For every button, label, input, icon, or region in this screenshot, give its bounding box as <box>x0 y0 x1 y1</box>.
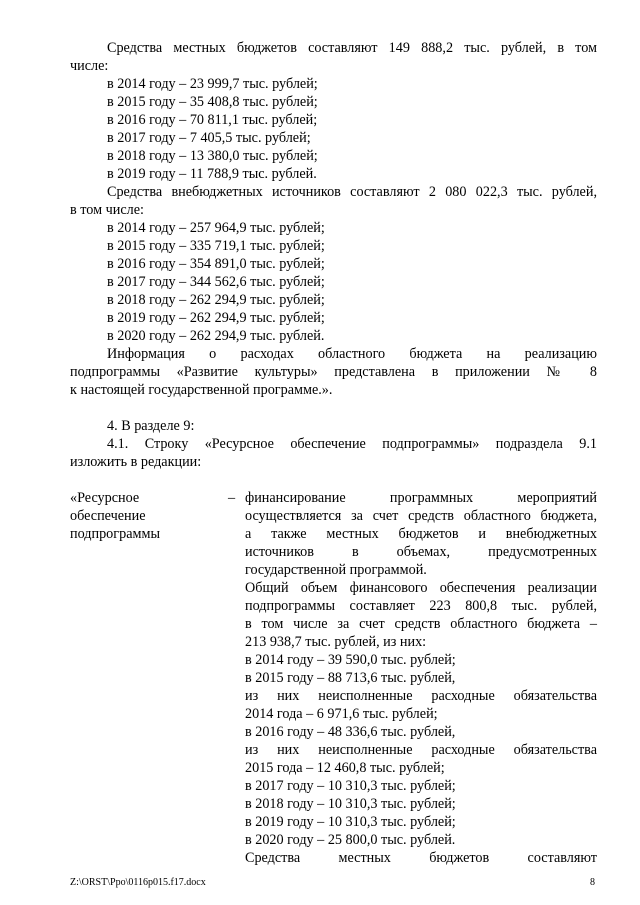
content-line: подпрограммы составляет 223 800,8 тыс. рублей, <box>245 598 597 614</box>
extrabudget-2014: в 2014 году – 257 964,9 тыс. рублей; <box>107 220 325 236</box>
content-line: в 2018 году – 10 310,3 тыс. рублей; <box>245 796 456 812</box>
content-line: осуществляется за счет средств областного бюджета, <box>245 508 597 524</box>
extrabudget-2017: в 2017 году – 344 562,6 тыс. рублей; <box>107 274 325 290</box>
content-line: 2014 года – 6 971,6 тыс. рублей; <box>245 706 438 722</box>
info-line-1: Информация о расходах областного бюджета на реализацию <box>107 346 597 362</box>
content-line: 213 938,7 тыс. рублей, из них: <box>245 634 427 650</box>
content-line: 2015 года – 12 460,8 тыс. рублей; <box>245 760 445 776</box>
content-line: источников в объемах, предусмотренных <box>245 544 597 560</box>
section-heading: 4. В разделе 9: <box>107 418 195 434</box>
content-line: из них неисполненные расходные обязательства <box>245 688 597 704</box>
content-line: в том числе за счет средств областного бюджета – <box>245 616 597 632</box>
info-line-2: подпрограммы «Развитие культуры» представлена в приложении № 8 <box>70 364 597 380</box>
content-line: финансирование программных мероприятий <box>245 490 597 506</box>
extrabudget-2019: в 2019 году – 262 294,9 тыс. рублей; <box>107 310 325 326</box>
content-line: в 2020 году – 25 800,0 тыс. рублей. <box>245 832 456 848</box>
extrabudget-2018: в 2018 году – 262 294,9 тыс. рублей; <box>107 292 325 308</box>
content-line: Средства местных бюджетов составляют <box>245 850 597 866</box>
extrabudget-intro-line-2: в том числе: <box>70 202 144 218</box>
resource-label-line-3: подпрограммы <box>70 526 160 542</box>
resource-label-line-1: «Ресурсное <box>70 490 140 506</box>
local-budget-2017: в 2017 году – 7 405,5 тыс. рублей; <box>107 130 311 146</box>
content-line: Общий объем финансового обеспечения реализации <box>245 580 597 596</box>
info-line-3: к настоящей государственной программе.». <box>70 382 333 398</box>
content-line: из них неисполненные расходные обязательства <box>245 742 597 758</box>
local-budget-2014: в 2014 году – 23 999,7 тыс. рублей; <box>107 76 318 92</box>
local-budget-2015: в 2015 году – 35 408,8 тыс. рублей; <box>107 94 318 110</box>
resource-dash: – <box>228 490 236 506</box>
extrabudget-2015: в 2015 году – 335 719,1 тыс. рублей; <box>107 238 325 254</box>
local-budget-2018: в 2018 году – 13 380,0 тыс. рублей; <box>107 148 318 164</box>
content-line: в 2014 году – 39 590,0 тыс. рублей; <box>245 652 456 668</box>
content-line: государственной программой. <box>245 562 427 578</box>
item-4-1-line-2: изложить в редакции: <box>70 454 202 470</box>
local-budget-2019: в 2019 году – 11 788,9 тыс. рублей. <box>107 166 317 182</box>
local-budget-2016: в 2016 году – 70 811,1 тыс. рублей; <box>107 112 318 128</box>
resource-label-line-2: обеспечение <box>70 508 146 524</box>
footer-file-path: Z:\ORST\Ppo\0116p015.f17.docx <box>70 877 206 888</box>
extrabudget-2016: в 2016 году – 354 891,0 тыс. рублей; <box>107 256 325 272</box>
local-budget-intro-line-1: Средства местных бюджетов составляют 149 888,2 тыс. рублей, в том <box>107 40 597 56</box>
footer-page-number: 8 <box>590 877 595 888</box>
content-line: а также местных бюджетов и внебюджетных <box>245 526 597 542</box>
content-line: в 2019 году – 10 310,3 тыс. рублей; <box>245 814 456 830</box>
item-4-1-line-1: 4.1. Строку «Ресурсное обеспечение подпрограммы» подраздела 9.1 <box>107 436 597 452</box>
content-line: в 2016 году – 48 336,6 тыс. рублей, <box>245 724 456 740</box>
content-line: в 2017 году – 10 310,3 тыс. рублей; <box>245 778 456 794</box>
local-budget-intro-line-2: числе: <box>70 58 109 74</box>
content-line: в 2015 году – 88 713,6 тыс. рублей, <box>245 670 456 686</box>
extrabudget-2020: в 2020 году – 262 294,9 тыс. рублей. <box>107 328 325 344</box>
extrabudget-intro-line-1: Средства внебюджетных источников составляют 2 080 022,3 тыс. рублей, <box>107 184 597 200</box>
